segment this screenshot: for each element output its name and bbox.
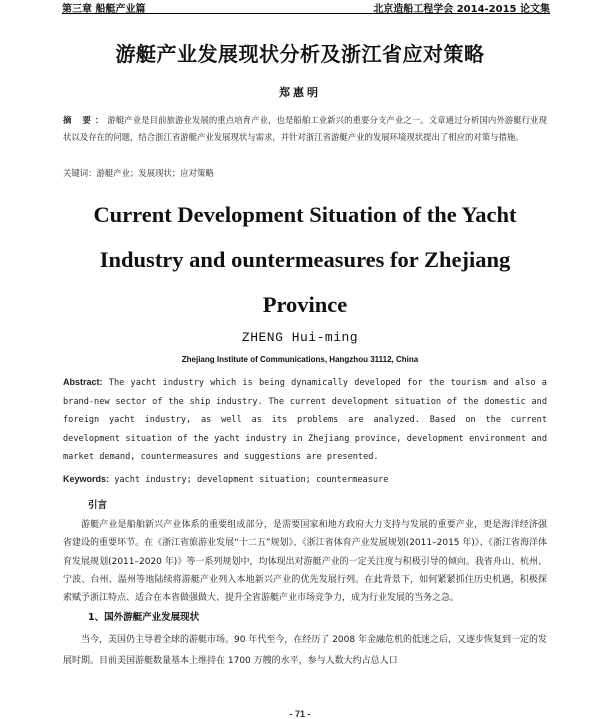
section-1-heading: 1、国外游艇产业发展现状 <box>88 612 200 623</box>
chinese-keywords-label: 关键词： <box>63 168 97 178</box>
chinese-keywords <box>63 167 214 179</box>
english-keywords-text: yacht industry; development situation; countermeasure <box>114 475 389 485</box>
chinese-abstract <box>63 112 547 146</box>
english-author: ZHENG Hui-ming <box>241 330 359 345</box>
chinese-abstract-text: 游艇产业是目前旅游业发展的重点培育产业，也是船舶工业新兴的重要分支产业之一。文章通过分析国内外游艇行业现状以及存在的问题，结合浙江省游艇产业发展现状与需求，并针对浙江省游艇产业的发展环境现状提出了相应的对策与措施。 <box>63 115 548 142</box>
english-title: Current Development Situation of the Yacht Industry and ountermeasures for Zhejiang Province <box>93 202 517 317</box>
header-chapter: 第三章 船艇产业篇 <box>62 4 146 15</box>
header-proceedings: 北京造船工程学会 2014-2015 论文集 <box>373 4 550 15</box>
english-abstract-label: Abstract: <box>63 377 103 387</box>
english-abstract <box>63 373 547 467</box>
english-abstract-text: The yacht industry which is being dynamically developed for the tourism and also a brand-new sector of the ship industry. The current development situation of the domestic and foreign yacht industry, as well as its problems are analyzed. Based on the current development situation of the yacht industry in Zhejiang province, development environment and market demand, countermeasures and suggestions are presented. <box>63 378 547 462</box>
running-header <box>62 0 550 14</box>
page-number: - 71 - <box>289 709 311 719</box>
english-affiliation: Zhejiang Institute of Communications, Hangzhou 31112, China <box>181 355 419 364</box>
section-1-body: 当今，美国仍主导着全球的游艇市场。90 年代至今，在经历了 2008 年金融危机的低迷之后，又逐步恢复到一定的发展时期。目前美国游艇数量基本上维持在 1700 万艘的水平，参与人数大约占总人口 <box>63 635 547 666</box>
intro-heading: 引言 <box>88 500 108 511</box>
chinese-author: 郑惠明 <box>279 86 321 99</box>
english-keywords-label: Keywords: <box>63 474 110 484</box>
chinese-keywords-text: 游艇产业；发展现状；应对策略 <box>96 168 214 178</box>
chinese-title: 游艇产业发展现状分析及浙江省应对策略 <box>115 42 485 66</box>
chinese-abstract-label: 摘 要： <box>63 115 108 125</box>
intro-body: 游艇产业是船舶新兴产业体系的重要组成部分，是需要国家和地方政府大力支持与发展的重要产业，更是海洋经济强省建设的重要环节。在《浙江省旅游业发展“十二五”规划》、《浙江省体育产业发展规划(2011–2015 年)》、《浙江省海洋体育发展规划(2011–2020 年)》等一系列规划中，均体现出对游艇产业的一定关注度与积极引导的倾向。我省舟山、杭州、宁波、台州、温州等地陆续将游艇产业列入本地新兴产业的优先发展行列。在此背景下，如何紧紧抓住历史机遇，积极探索赋予浙江特点、适合在本省做强做大、提升全省游艇产业市场竞争力，成为行业发展的当务之急。 <box>63 520 547 604</box>
english-keywords <box>63 474 388 485</box>
